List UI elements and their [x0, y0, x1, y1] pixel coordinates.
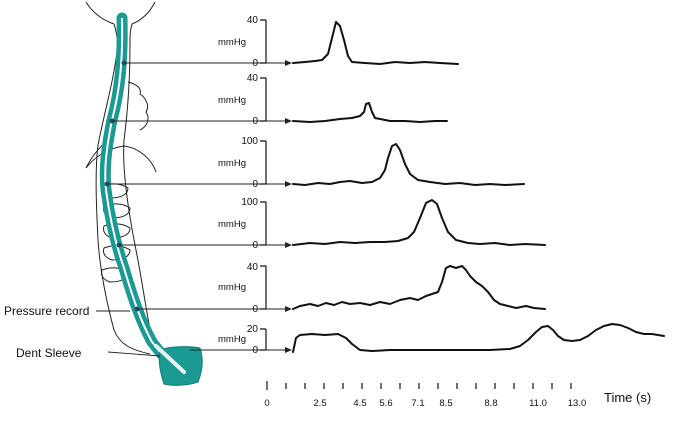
scale-bar	[260, 141, 266, 184]
scale-zero-label: 0	[252, 240, 258, 251]
channel-4	[218, 197, 545, 251]
pressure-trace	[293, 324, 664, 352]
pressure-trace	[293, 103, 447, 122]
scale-zero-label: 0	[252, 58, 258, 69]
pressure-record-label: Pressure record	[4, 304, 90, 318]
unit-label: mmHg	[218, 334, 246, 345]
time-axis-title: Time (s)	[604, 390, 652, 405]
pressure-trace	[293, 144, 524, 185]
scale-bar	[260, 329, 266, 350]
channel-2	[218, 73, 447, 127]
scale-top-label: 100	[241, 197, 258, 208]
scale-top-label: 40	[246, 262, 258, 273]
time-tick-label: 5.6	[379, 398, 393, 409]
scale-top-label: 40	[246, 73, 258, 84]
pressure-trace	[293, 22, 458, 64]
scale-bar	[260, 202, 266, 245]
time-tick-label: 11.0	[529, 398, 547, 409]
time-tick-label: 4.5	[353, 398, 367, 409]
time-tick-label: 0	[264, 398, 270, 409]
scale-zero-label: 0	[252, 116, 258, 127]
arrowhead-icon	[285, 306, 292, 312]
scale-zero-label: 0	[252, 345, 258, 356]
scale-zero-label: 0	[252, 179, 258, 190]
channel-5	[218, 262, 545, 315]
unit-label: mmHg	[218, 219, 246, 230]
time-tick-label: 8.5	[439, 398, 453, 409]
pressure-trace	[293, 266, 545, 309]
time-tick-label: 8.8	[484, 398, 498, 409]
time-tick-label: 7.1	[411, 398, 425, 409]
scale-zero-label: 0	[252, 304, 258, 315]
arrowhead-icon	[285, 118, 292, 124]
unit-label: mmHg	[218, 37, 246, 48]
arrowhead-icon	[285, 60, 292, 66]
scale-top-label: 40	[246, 15, 258, 26]
manometry-catheter	[105, 18, 202, 385]
scale-bar	[260, 78, 266, 121]
channel-1	[218, 15, 458, 69]
dent-sleeve-label: Dent Sleeve	[16, 346, 82, 360]
unit-label: mmHg	[218, 282, 246, 293]
arrowhead-icon	[285, 181, 292, 187]
pressure-trace	[293, 200, 545, 245]
channel-6	[218, 324, 664, 356]
scale-bar	[260, 266, 266, 309]
time-tick-label: 13.0	[567, 398, 587, 409]
arrowhead-icon	[285, 242, 292, 248]
scale-top-label: 100	[241, 136, 258, 147]
arrowhead-icon	[285, 347, 292, 353]
unit-label: mmHg	[218, 95, 246, 106]
scale-top-label: 20	[246, 324, 258, 335]
unit-label: mmHg	[218, 158, 246, 169]
time-axis	[264, 381, 651, 409]
scale-bar	[260, 20, 266, 63]
time-tick-label: 2.5	[313, 398, 327, 409]
channel-3	[218, 136, 524, 190]
